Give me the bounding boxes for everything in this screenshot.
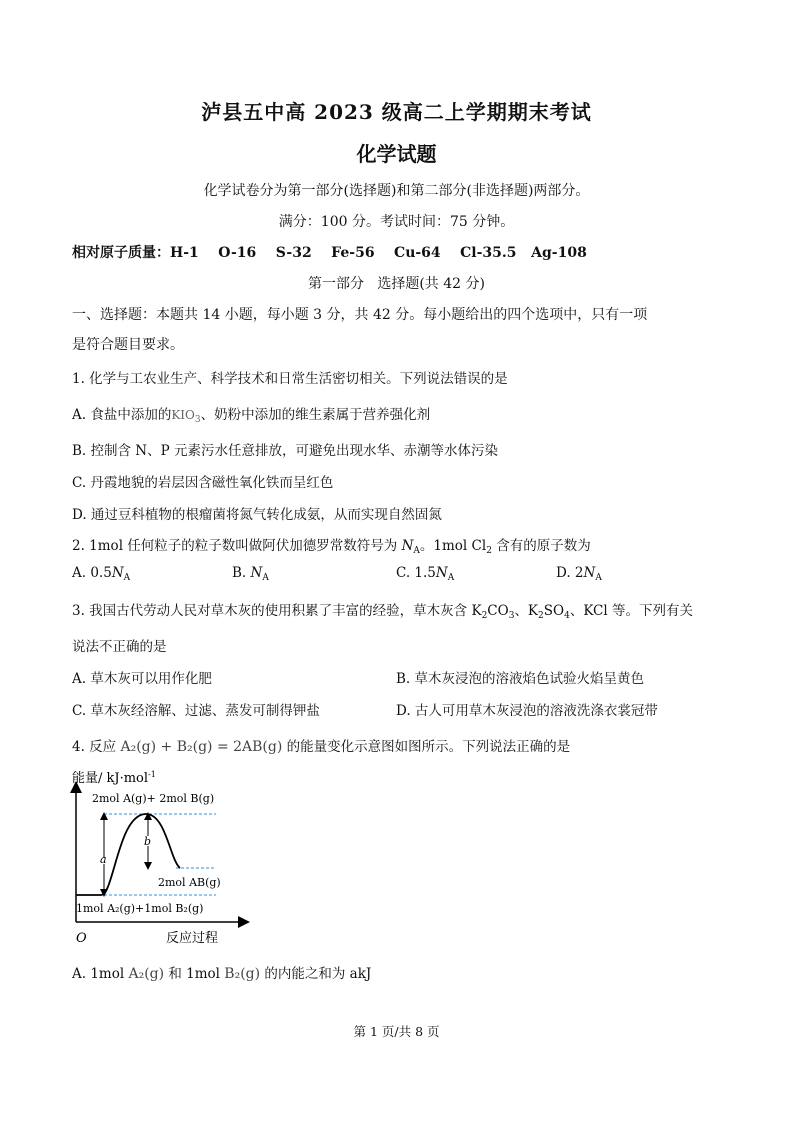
y-axis-label: 能量/ kJ·mol$^{-1}$ — [72, 770, 156, 786]
question-1-stem: 1. 化学与工农业生产、科学技术和日常生活密切相关。下列说法错误的是 — [72, 371, 508, 387]
score-and-time: 满分：100 分。考试时间：75 分钟。 — [278, 214, 515, 230]
x-axis-label: 反应过程 — [166, 931, 219, 946]
arrow-b-label: b — [144, 835, 152, 848]
question-2-option-c: C. $1.5N_A$ — [396, 565, 455, 583]
page-number: 第 1 页/共 8 页 — [353, 1024, 440, 1039]
instructions-line-1: 一、选择题：本题共 14 小题，每小题 3 分，共 42 分。每小题给出的四个选项中，只有一项 — [72, 307, 648, 323]
question-1-option-c: C. 丹霞地貌的岩层因含磁性氧化铁而呈红色 — [72, 475, 334, 491]
exam-intro: 化学试卷分为第一部分(选择题)和第二部分(非选择题)两部分。 — [203, 183, 590, 199]
question-2-stem: 2. 1mol 任何粒子的粒子数叫做阿伏加德罗常数符号为 $N_A$。1mol $Cl_2$ 含有的原子数为 — [72, 538, 591, 556]
question-3-option-a: A. 草木灰可以用作化肥 — [72, 671, 212, 687]
question-3-stem-line-1: 3. 我国古代劳动人民对草木灰的使用积累了丰富的经验，草木灰含 $K_2CO_3$、$K_2SO_4$、KCl 等。下列有关 — [72, 603, 693, 621]
exam-title: 泸县五中高 2023 级高二上学期期末考试 — [201, 100, 592, 124]
question-4-option-a: A. 1mol A₂(g) 和 1mol B₂(g) 的内能之和为 akJ — [72, 966, 372, 982]
question-3-stem-line-2: 说法不正确的是 — [72, 639, 167, 655]
product-label: 2mol AB(g) — [158, 876, 221, 889]
arrow-a-label: a — [100, 853, 107, 866]
question-3-option-c: C. 草木灰经溶解、过滤、蒸发可制得钾盐 — [72, 703, 320, 719]
question-4-stem: 4. 反应 A₂(g) + B₂(g) = 2AB(g) 的能量变化示意图如图所示。下列说法正确的是 — [72, 739, 571, 755]
question-2-option-d: D. $2N_A$ — [556, 565, 602, 583]
instructions-line-2: 是符合题目要求。 — [72, 337, 184, 353]
atomic-mass-line: 相对原子质量：H-1 O-16 S-32 Fe-56 Cu-64 Cl-35.5 Ag-108 — [72, 245, 587, 261]
question-2-option-b: B. $N_A$ — [232, 565, 269, 583]
subject-title: 化学试题 — [356, 142, 437, 166]
question-3-option-d: D. 古人可用草木灰浸泡的溶液洗涤衣裳冠带 — [396, 703, 658, 719]
question-3-option-b: B. 草木灰浸泡的溶液焰色试验火焰呈黄色 — [396, 671, 645, 687]
reactant-label: 1mol A₂(g)+1mol B₂(g) — [76, 902, 204, 915]
question-2-option-a: A. $0.5N_A$ — [72, 565, 131, 583]
part1-heading: 第一部分 选择题(共 42 分) — [308, 276, 485, 292]
origin-label: O — [76, 931, 87, 946]
question-1-option-b: B. 控制含 N、P 元素污水任意排放，可避免出现水华、赤潮等水体污染 — [72, 443, 498, 459]
top-level-label: 2mol A(g)+ 2mol B(g) — [92, 792, 215, 805]
question-1-option-a: A. 食盐中添加的$KIO_3$、奶粉中添加的维生素属于营养强化剂 — [72, 407, 431, 425]
energy-diagram — [66, 762, 256, 952]
question-1-option-d: D. 通过豆科植物的根瘤菌将氮气转化成氨，从而实现自然固氮 — [72, 507, 442, 523]
